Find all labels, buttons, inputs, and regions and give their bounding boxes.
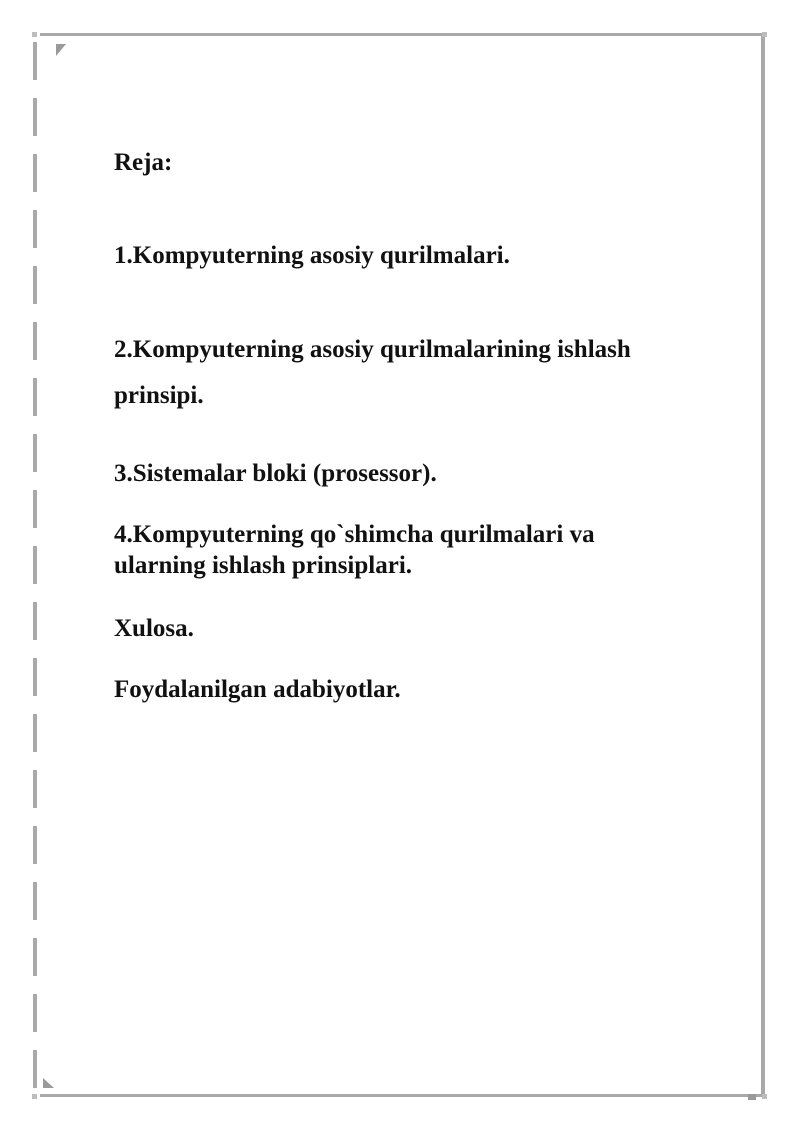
plan-item-2-line-2: prinsipi. bbox=[114, 382, 204, 409]
plan-item-1: 1.Kompyuterning asosiy qurilmalari. bbox=[114, 242, 510, 269]
plan-item-4-line-1: 4.Kompyuterning qo`shimcha qurilmalari va bbox=[114, 521, 595, 548]
corner-arrow-top-left-icon bbox=[56, 44, 66, 56]
corner-mark-top-left bbox=[32, 32, 37, 37]
plan-item-references: Foydalanilgan adabiyotlar. bbox=[114, 676, 401, 703]
plan-item-2-line-1: 2.Kompyuterning asosiy qurilmalarining ishlash bbox=[114, 336, 631, 363]
plan-heading: Reja: bbox=[114, 149, 173, 176]
corner-arrow-bottom-right-icon bbox=[748, 1094, 756, 1100]
frame-right-border bbox=[761, 33, 765, 1097]
corner-mark-bottom-left bbox=[32, 1094, 37, 1099]
corner-arrow-bottom-left-icon bbox=[43, 1078, 54, 1088]
plan-item-4-line-2: ularning ishlash prinsiplari. bbox=[114, 552, 413, 579]
frame-top-border bbox=[40, 33, 764, 36]
frame-left-dashed-border bbox=[33, 42, 38, 1092]
corner-mark-top-right bbox=[762, 32, 767, 37]
plan-item-conclusion: Xulosa. bbox=[114, 615, 194, 642]
frame-bottom-border bbox=[40, 1094, 764, 1097]
plan-item-3: 3.Sistemalar bloki (prosessor). bbox=[114, 460, 437, 487]
corner-mark-bottom-right bbox=[762, 1094, 767, 1099]
